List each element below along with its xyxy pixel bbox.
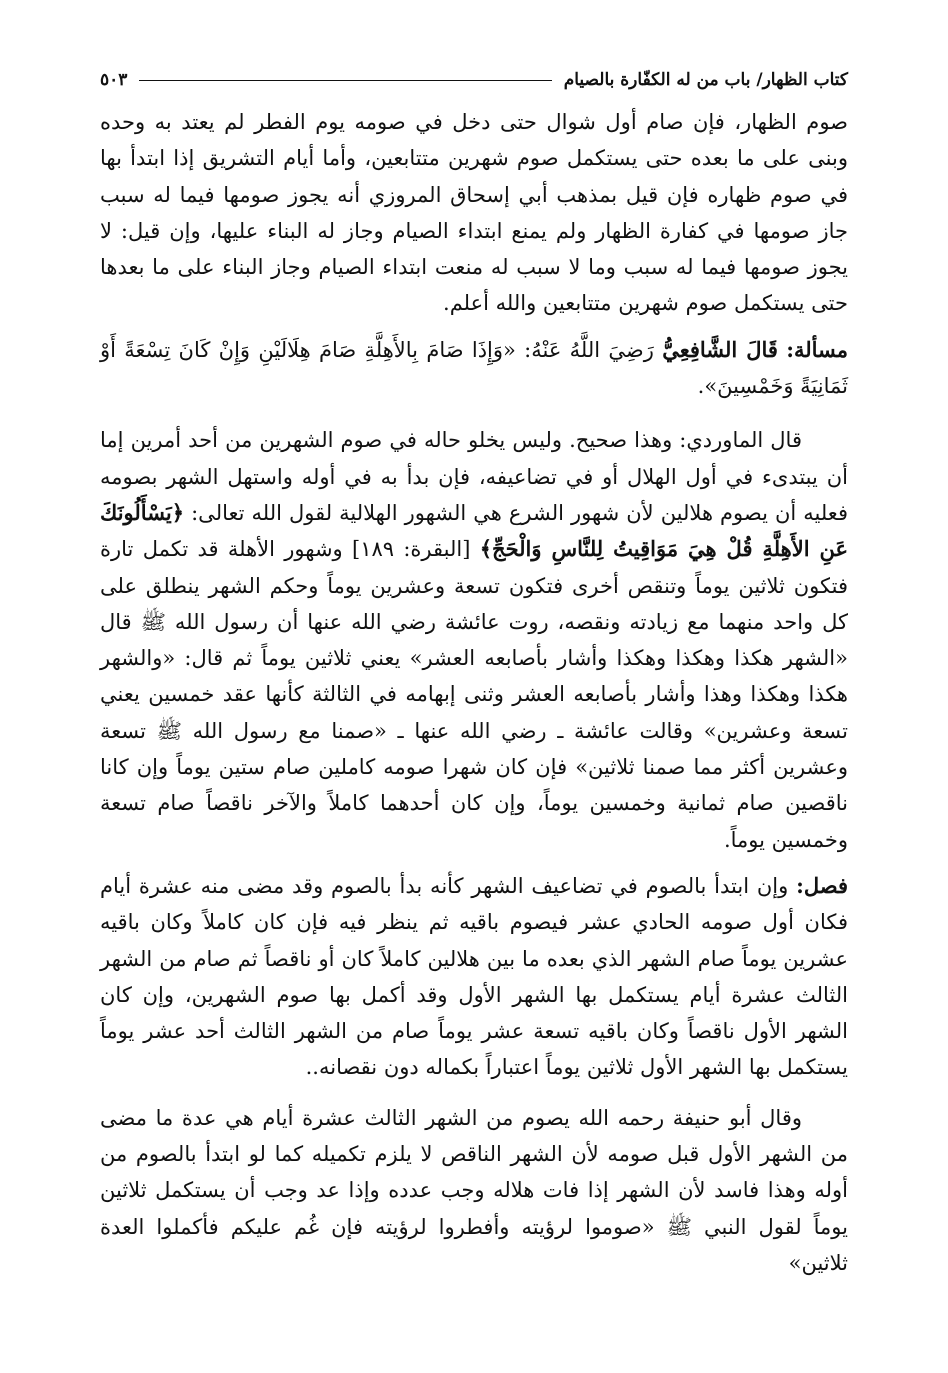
- header-title: كتاب الظهار/ باب من له الكفّارة بالصيام: [563, 70, 848, 90]
- paragraph-4: وقال أبو حنيفة رحمه الله يصوم من الشهر الثالث عشرة أيام هي عدة ما مضى من الشهر الأول قبل صومه لأن الشهر الناقص لا يلزم تكميله كما لو ابتدأ بالصوم من أوله وهذا فاسد لأن الشهر إذا فات هلاله وجب عدده وإذا عد وجب أن يستكمل ثلاثين يوماً لقول النبي ﷺ «صوموا لرؤيته وأفطروا لرؤيته فإن غُم عليكم فأكملوا العدة ثلاثين»: [100, 1105, 848, 1275]
- paragraph-1: صوم الظهار، فإن صام أول شوال حتى دخل في صومه يوم الفطر لم يعتد به وحده وبنى على ما بعده حتى يستكمل صوم شهرين متتابعين، وأما أيام التشريق إذا ابتدأ بها في صوم ظهاره فإن قيل بمذهب أبي إسحاق المروزي أنه يجوز صومها فيما له سبب جاز صومها في كفارة الظهار ولم يمنع ابتداء الصيام وجاز له البناء عليها، وإن قيل: لا يجوز صومها فيما له سبب وما لا سبب له منعت ابتداء الصيام وجاز البناء على ما بعدها حتى يستكمل صوم شهرين متتابعين والله أعلم.: [100, 110, 848, 316]
- fasl-text: وإن ابتدأ بالصوم في تضاعيف الشهر كأنه بدأ بالصوم وقد مضى منه عشرة أيام فكان أول صومه الحادي عشر فيصوم باقيه ثم ينظر فيه فإن كان كاملاً وكان باقيه عشرين يوماً صام الشهر الذي بعده ما بين هلالين كاملاً كان أو ناقصاً ثم صام من الشهر الثالث عشرة أيام يستكمل بها الشهر الأول وقد أكمل بها صوم الشهرين، وإن كان الشهر الأول ناقصاً وكان باقيه تسعة عشر يوماً صام من الشهر الثالث أحد عشر يوماً يستكمل بها الشهر الأول ثلاثين يوماً اعتباراً بكماله دون نقصانه..: [100, 873, 848, 1080]
- masala-text: رَضِيَ اللَّهُ عَنْهُ: «وَإِذَا صَامَ بِالأَهِلَّةِ صَامَ هِلَالَيْنِ وَإِنْ كَانَ تِسْعَةً أَوْ ثَمَانِيَةً وَخَمْسِينَ».: [100, 337, 848, 399]
- fasl-paragraph: [100, 868, 848, 1086]
- page-number: ٥٠٣: [100, 70, 128, 90]
- quran-ayah: ﴿يَسْأَلُونَكَ عَنِ الأَهِلَّةِ قُلْ هِيَ مَوَاقِيتُ لِلنَّاسِ وَالْحَجِّ﴾: [100, 499, 848, 562]
- header-rule: [139, 80, 551, 81]
- paragraph-2-text-a: قال الماوردي: وهذا صحيح. وليس يخلو حاله في صوم الشهرين من أحد أمرين إما أن يبتدىء في أول الهلال أو في تضاعيفه، فإن بدأ به في أوله واستهل الشهر بصومه فعليه أن يصوم هلالين لأن شهور الشرع هي الشهور الهلالية لقول الله تعالى:: [100, 428, 848, 525]
- paragraph-2: [100, 422, 848, 858]
- fasl-label: فصل:: [796, 872, 848, 898]
- paragraph-2-text-b: [البقرة: ١٨٩] وشهور الأهلة قد تكمل تارة فتكون ثلاثين يوماً وتنقص أخرى فتكون تسعة وعشرين يوماً وحكم الشهر ينطلق على كل واحد منهما مع زيادته ونقصه، روت عائشة رضي الله عنها أن رسول الله ﷺ قال «الشهر هكذا وهكذا وهكذا وأشار بأصابعه العشر» يعني ثلاثين يوماً ثم قال: «والشهر هكذا وهكذا وهذا وأشار بأصابعه العشر وثنى إبهامه في الثالثة كأنها عقد خمسين يعني تسعة وعشرين» وقالت عائشة ـ رضي الله عنها ـ «صمنا مع رسول الله ﷺ تسعة وعشرين أكثر مما صمنا ثلاثين» فإن كان شهرا صومه كاملين صام ستين يوماً وإن كانا ناقصين صام ثمانية وخمسين يوماً، وإن كان أحدهما كاملاً والآخر ناقصاً صام تسعة وخمسين يوماً.: [100, 537, 848, 852]
- page: [100, 60, 848, 1281]
- running-header: [100, 60, 848, 100]
- masala-label: مسألة:: [786, 336, 848, 362]
- masala-speaker: قَالَ الشَّافِعِيُّ: [662, 336, 778, 362]
- masala-paragraph: [100, 332, 848, 405]
